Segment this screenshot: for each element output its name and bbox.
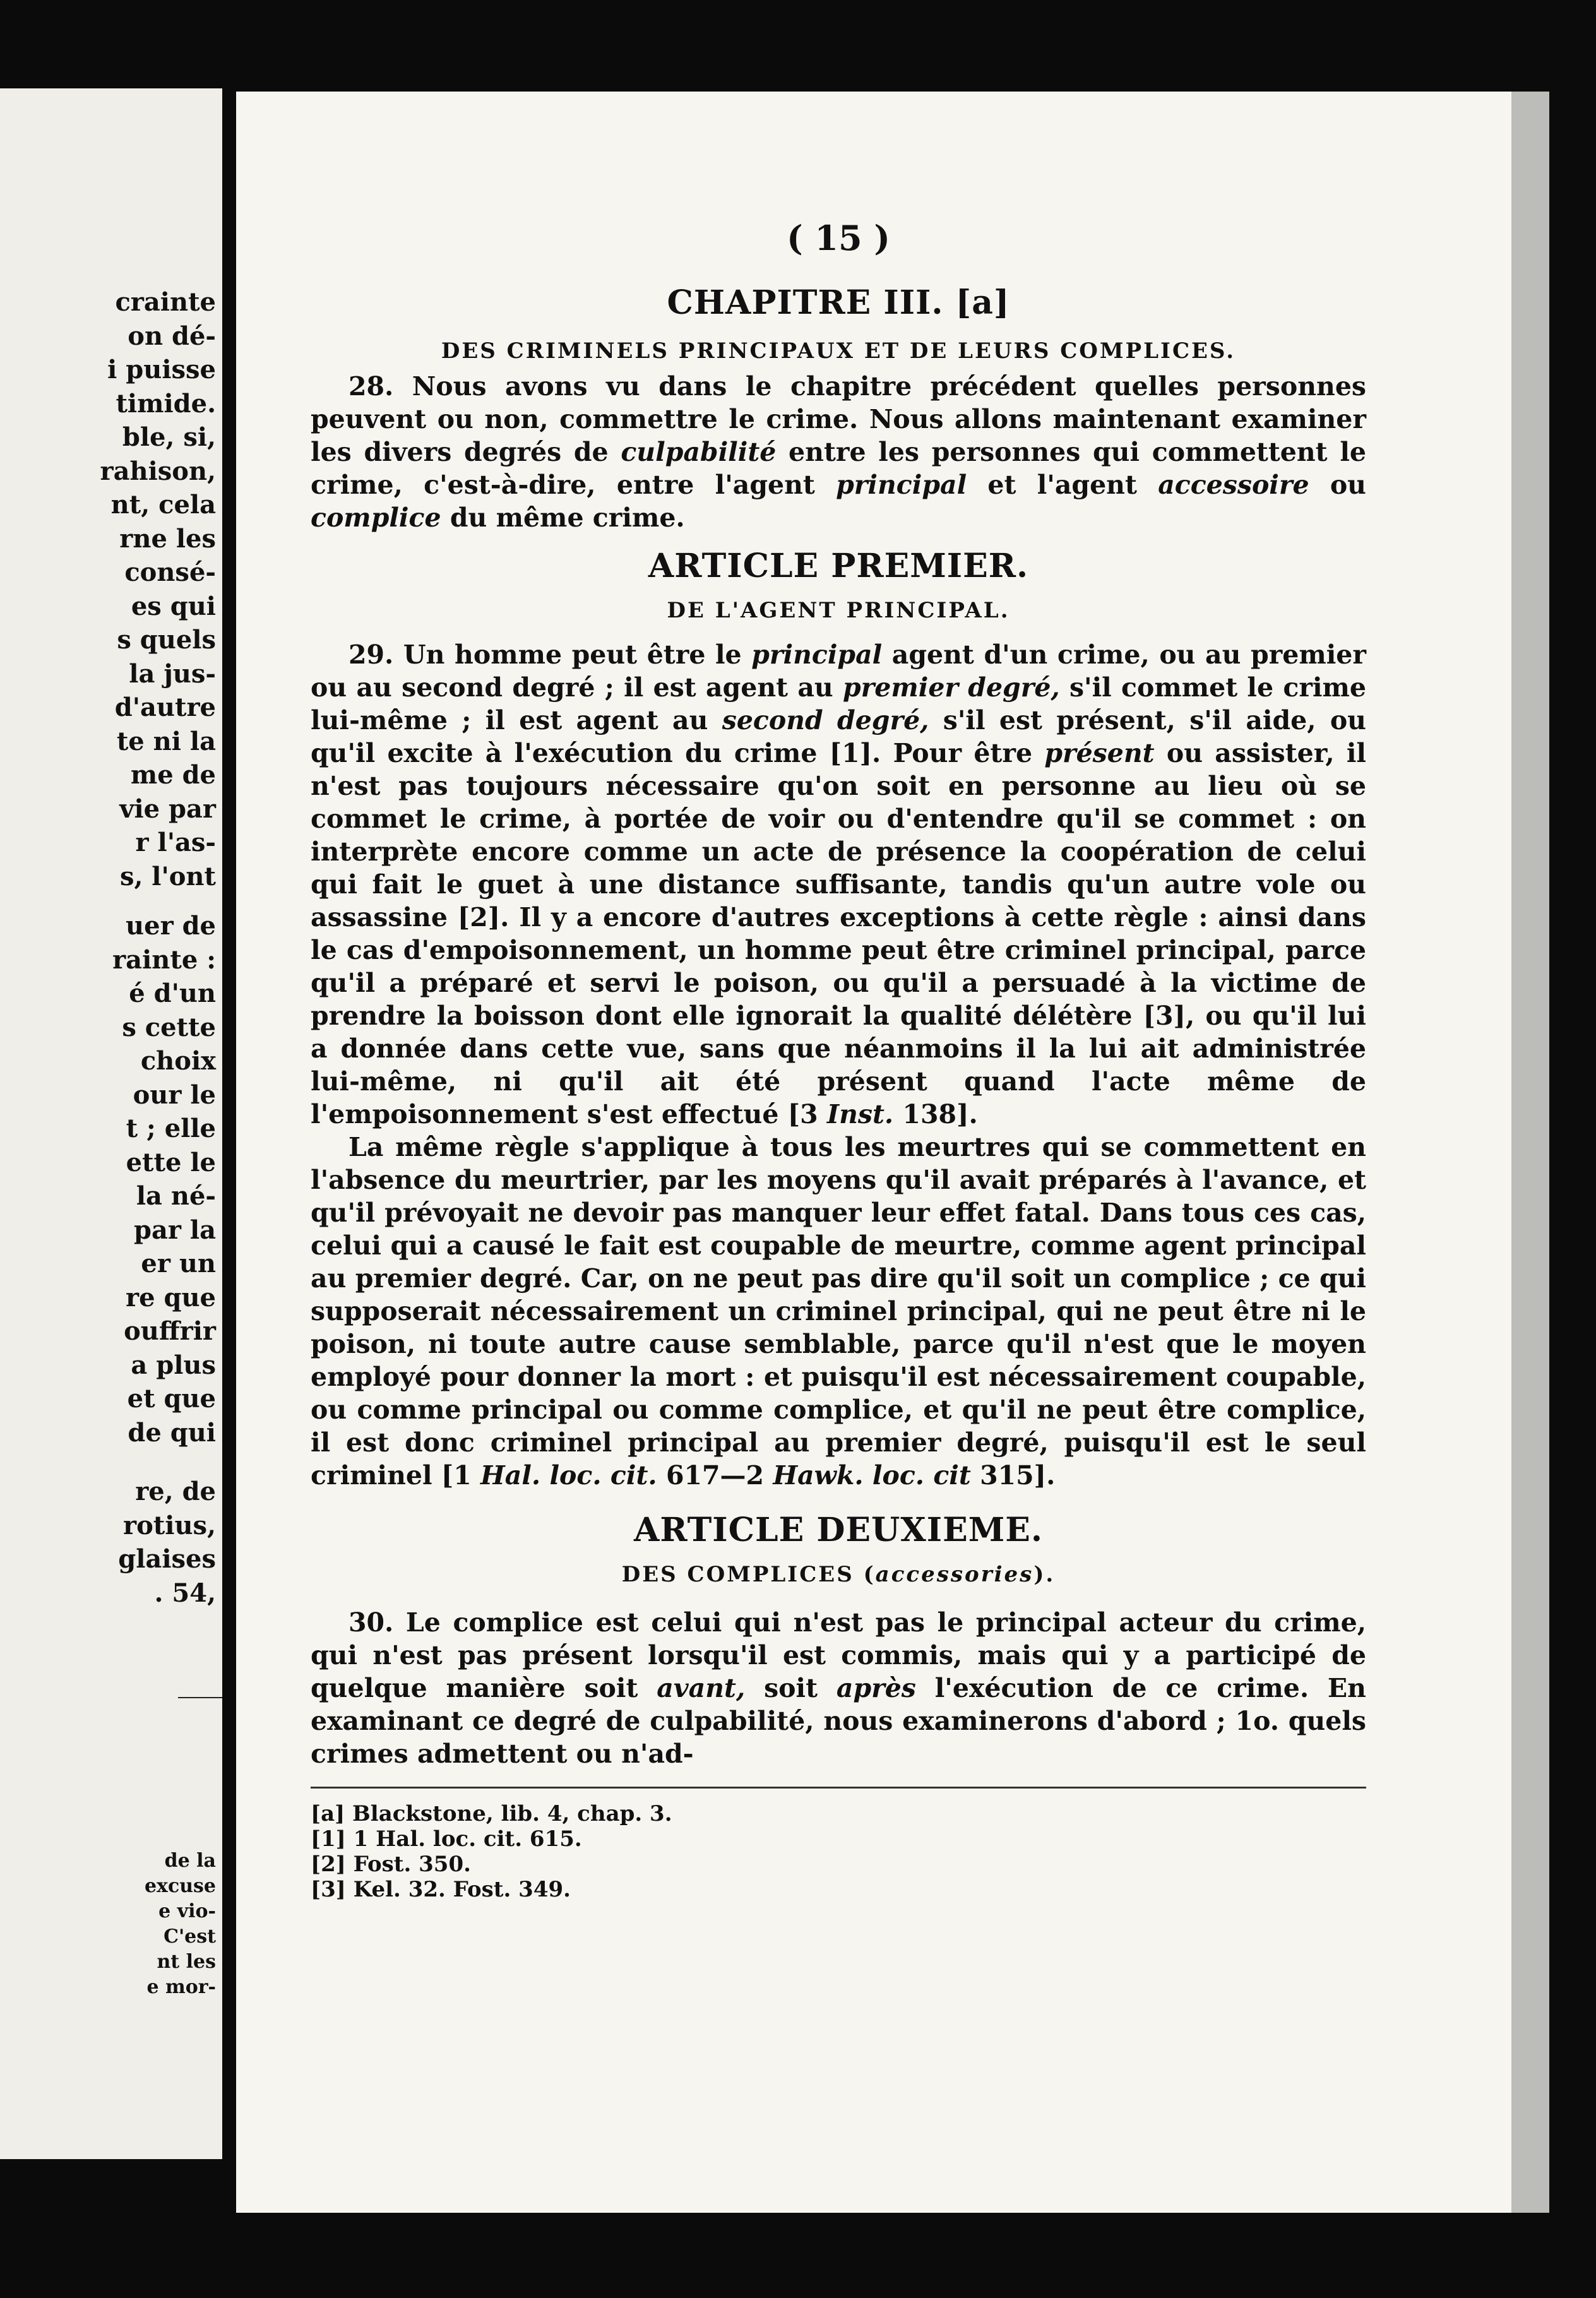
left-page-line: a plus (131, 1350, 216, 1380)
left-page-line: rainte : (112, 944, 216, 975)
left-page-line: re que (126, 1282, 216, 1313)
left-page-line: consé- (124, 557, 216, 587)
article-1-subtitle: DE L'AGENT PRINCIPAL. (667, 598, 1010, 623)
chapter-title: CHAPITRE III. [a] (667, 283, 1010, 322)
left-page-line: es qui (131, 591, 216, 621)
left-page-line: timide. (116, 388, 216, 419)
left-page-line: ble, si, (122, 422, 216, 452)
left-page-line: et que (127, 1384, 216, 1414)
left-page-line: crainte (115, 287, 216, 317)
footnote: [1] 1 Hal. loc. cit. 615. (311, 1826, 582, 1852)
footnote: [2] Fost. 350. (311, 1852, 471, 1877)
left-page-line: rahison, (100, 456, 216, 486)
left-page-footnote-line: e vio- (158, 1900, 216, 1922)
paragraph-29-continued: La même règle s'applique à tous les meurtres qui se commettent en l'absence du meurtrier, par les moyens qu'il avait préparés à l'avance, et qu'il prévoyait ne devoir pas manquer leur effet fatal. Dans tous ces cas, celui qui a causé le fait est coupable de meurtre, comme agent principal au premier degré. Car, on ne peut pas dire qu'il soit un complice ; ce qui supposerait nécessairement un criminel principal, qui ne peut être ni le poison, ni toute autre cause semblable, parce qu'il n'est que le moyen employé pour donner la mort : et puisqu'il est nécessairement coupable, ou comme principal ou comme complice, et qu'il ne peut être complice, il est donc criminel principal au premier degré, puisqu'il est le seul criminel [1 Hal. loc. cit. 617—2 Hawk. loc. cit 315]. (311, 1132, 1366, 1491)
page-text (311, 218, 1366, 1902)
footnote: [a] Blackstone, lib. 4, chap. 3. (311, 1801, 672, 1826)
left-page-line: er un (141, 1249, 216, 1278)
left-page-line: our le (133, 1080, 216, 1110)
left-page-line: me de (130, 760, 216, 790)
left-page-line: choix (140, 1046, 216, 1076)
paragraph-28: 28. Nous avons vu dans le chapitre précédent quelles personnes peuvent ou non, commettre le crime. Nous allons maintenant examiner les divers degrés de culpabilité entre les personnes qui commettent le crime, c'est-à-dire, entre l'agent principal et l'agent accessoire ou complice du même crime. (311, 371, 1366, 533)
footnote-rule (311, 1787, 1366, 1789)
left-page-line: é d'un (129, 979, 216, 1008)
left-page-line: . 54, (154, 1578, 216, 1608)
left-page-line: ette le (126, 1147, 216, 1177)
left-page-line: de qui (128, 1417, 216, 1448)
left-page-footnote-line: de la (164, 1850, 216, 1872)
left-page-line: i puisse (107, 355, 216, 384)
left-page-fragment (0, 88, 222, 2159)
article-2-subtitle: DES COMPLICES (accessories). (621, 1562, 1056, 1587)
left-page-line: la jus- (129, 658, 216, 689)
left-page-footnote-line: C'est (164, 1926, 216, 1948)
left-page-line: d'autre (114, 693, 216, 722)
left-footnote-rule (178, 1697, 222, 1698)
left-page-line: r l'as- (135, 828, 216, 857)
left-page-line: ouffrir (124, 1316, 216, 1346)
left-page-line: re, de (135, 1477, 216, 1506)
left-page-line: la né- (136, 1181, 216, 1211)
left-page-line: on dé- (128, 321, 216, 351)
left-page-line: rne les (119, 523, 216, 554)
left-page-line: t ; elle (126, 1114, 216, 1143)
footnotes (311, 1801, 1366, 1902)
left-page-line: s quels (117, 625, 216, 655)
page-number: ( 15 ) (787, 218, 890, 258)
paragraph-30: 30. Le complice est celui qui n'est pas le principal acteur du crime, qui n'est pas présent lorsqu'il est commis, mais qui y a participé de quelque manière soit avant, soit après l'exécution de ce crime. En examinant ce degré de culpabilité, nous examinerons d'abord ; 1o. quels crimes admettent ou n'ad- (311, 1607, 1366, 1769)
article-1-title: ARTICLE PREMIER. (648, 547, 1029, 585)
left-page-line: glaises (118, 1544, 216, 1574)
left-page-line: te ni la (116, 726, 216, 756)
left-page-footnote-line: nt les (157, 1951, 216, 1973)
article-2-title: ARTICLE DEUXIEME. (633, 1511, 1044, 1549)
left-page-line: s cette (122, 1012, 216, 1042)
left-page-line: nt, cela (110, 490, 216, 520)
left-page-footnote-line: e mor- (146, 1976, 216, 1998)
left-page-line: vie par (119, 794, 216, 824)
left-page-line: par la (134, 1215, 216, 1245)
footnote: [3] Kel. 32. Fost. 349. (311, 1877, 571, 1902)
paragraph-29: 29. Un homme peut être le principal agent d'un crime, ou au premier ou au second degré ; il est agent au premier degré, s'il commet le crime lui-même ; il est agent au second degré, s'il est présent, s'il aide, ou qu'il excite à l'exécution du crime [1]. Pour être présent ou assister, il n'est pas toujours nécessaire qu'on soit en personne au lieu où se commet le crime, à portée de voir ou d'entendre qu'il se commet : on interprète encore comme un acte de présence la coopération de celui qui fait le guet à une distance suffisante, tandis qu'un autre vole ou assassine [2]. Il y a encore d'autres exceptions à cette règle : ainsi dans le cas d'empoisonnement, un homme peut être criminel principal, parce qu'il a préparé et servi le poison, ou qu'il a persuadé à la victime de prendre la boisson dont elle ignorait la qualité délétère [3], ou qu'il lui a donnée dans cette vue, sans que néanmoins il la lui ait administrée lui-même, ni qu'il ait été présent quand l'acte même de l'empoisonnement s'est effectué [3 Inst. 138]. (311, 640, 1367, 1129)
chapter-subtitle: DES CRIMINELS PRINCIPAUX ET DE LEURS COMPLICES. (441, 338, 1236, 364)
right-page (236, 92, 1549, 2213)
left-page-footnote-line: excuse (144, 1875, 216, 1897)
left-page-line: s, l'ont (119, 861, 216, 891)
left-page-line: rotius, (123, 1510, 216, 1540)
left-page-line: uer de (126, 911, 216, 941)
